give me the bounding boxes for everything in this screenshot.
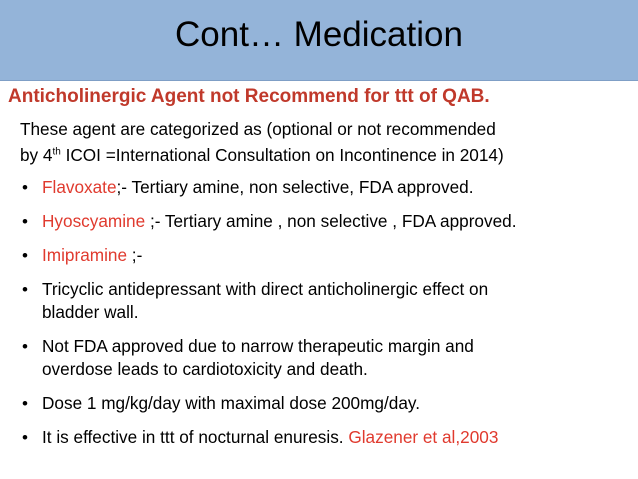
drug-description: ;- Tertiary amine , non selective , FDA approved. [145,211,517,231]
intro-paragraph [20,116,632,168]
intro-superscript: th [52,146,61,158]
slide-subtitle: Anticholinergic Agent not Recommend for ttt of QAB. [8,86,490,107]
intro-line-2-pre: by 4 [20,145,53,165]
drug-name: Imipramine [42,245,128,265]
citation: Glazener et al,2003 [348,427,499,447]
list-item [20,210,632,233]
bullet-icon: • [22,178,28,197]
bullet-text [42,210,632,233]
bullet-icon: • [22,246,28,265]
list-item [20,278,632,324]
bullet-text [42,244,632,267]
intro-line-2 [20,142,632,168]
intro-line-1: These agent are categorized as (optional or not recommended [20,119,496,139]
bullet-icon: • [22,428,28,447]
list-item [20,244,632,267]
drug-name: Hyoscyamine [42,211,146,231]
slide-title: Cont… Medication [175,15,463,54]
bullet-line-2: overdose leads to cardiotoxicity and death. [42,359,368,379]
bullet-line-2: bladder wall. [42,302,139,322]
list-item [20,335,632,381]
drug-description: ;- [127,245,143,265]
bullet-text [42,176,632,199]
bullet-statement: It is effective in ttt of nocturnal enuresis. [42,427,349,447]
bullet-line-1: Tricyclic antidepressant with direct anticholinergic effect on [42,279,489,299]
bullet-icon: • [22,394,28,413]
bullet-text: Dose 1 mg/kg/day with maximal dose 200mg/day. [42,393,420,413]
drug-name: Flavoxate [42,177,117,197]
bullet-icon: • [22,280,28,299]
list-item [20,176,632,199]
bullet-icon: • [22,337,28,356]
bullet-icon: • [22,212,28,231]
drug-description: ;- Tertiary amine, non selective, FDA approved. [116,177,474,197]
bullet-text [42,426,632,449]
bullet-list [20,176,632,460]
title-bar [0,0,638,81]
list-item [20,392,632,415]
bullet-line-1: Not FDA approved due to narrow therapeutic margin and [42,336,474,356]
intro-line-2-post: ICOI =International Consultation on Incontinence in 2014) [60,145,504,165]
list-item [20,426,632,449]
